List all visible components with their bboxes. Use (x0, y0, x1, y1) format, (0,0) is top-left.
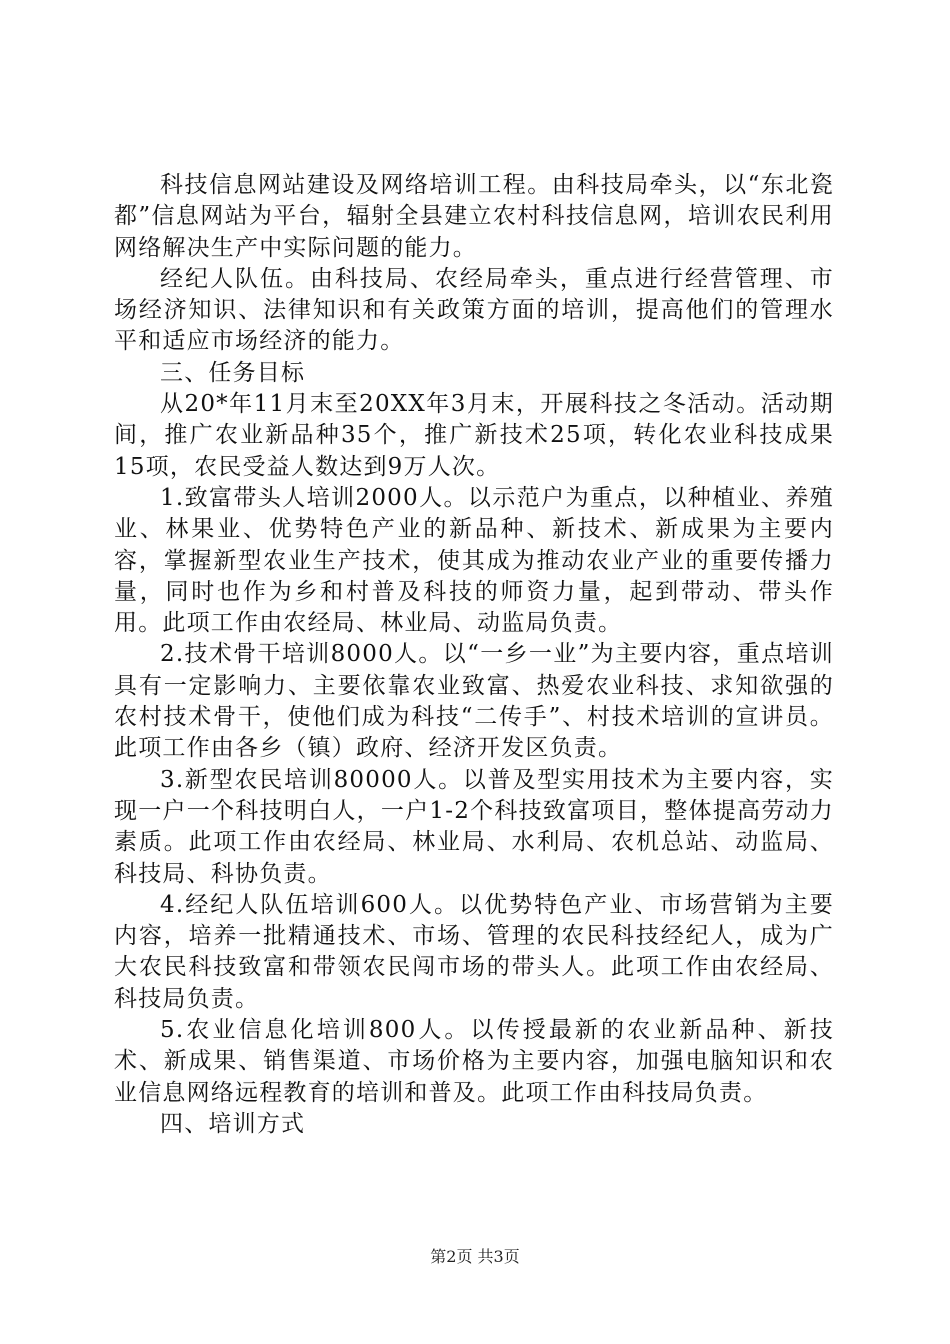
list-item-informatization-training: 5.农业信息化培训800人。以传授最新的农业新品种、新技术、新成果、销售渠道、市场价格为主要内容，加强电脑知识和农业信息网络远程教育的培训和普及。此项工作由科技局负责。 (114, 1017, 834, 1106)
list-item-technical-backbone-training: 2.技术骨干培训8000人。以“一乡一业”为主要内容，重点培训具有一定影响力、主要依靠农业致富、热爱农业科技、求知欲强的农村技术骨干，使他们成为科技“二传手”、村技术培训的宣讲员。此项工作由各乡（镇）政府、经济开发区负责。 (114, 641, 834, 762)
paragraph-website-project: 科技信息网站建设及网络培训工程。由科技局牵头，以“东北瓷都”信息网站为平台，辐射全县建立农村科技信息网，培训农民利用网络解决生产中实际问题的能力。 (114, 172, 834, 261)
list-item-leader-training: 1.致富带头人培训2000人。以示范户为重点，以种植业、养殖业、林果业、优势特色产业的新品种、新技术、新成果为主要内容，掌握新型农业生产技术，使其成为推动农业产业的重要传播力量，同时也作为乡和村普及科技的师资力量，起到带动、带头作用。此项工作由农经局、林业局、动监局负责。 (114, 484, 834, 637)
paragraph-activity-period: 从20*年11月末至20XX年3月末，开展科技之冬活动。活动期间，推广农业新品种35个，推广新技术25项，转化农业科技成果15项，农民受益人数达到9万人次。 (114, 391, 834, 480)
list-item-broker-training: 4.经纪人队伍培训600人。以优势特色产业、市场营销为主要内容，培养一批精通技术、市场、管理的农民科技经纪人，成为广大农民科技致富和带领农民闯市场的带头人。此项工作由农经局、科技局负责。 (114, 891, 834, 1012)
list-item-new-farmer-training: 3.新型农民培训80000人。以普及型实用技术为主要内容，实现一户一个科技明白人，一户1-2个科技致富项目，整体提高劳动力素质。此项工作由农经局、林业局、水利局、农机总站、动监局、科技局、科协负责。 (114, 766, 834, 887)
page-footer: 第2页 共3页 (430, 1247, 520, 1266)
section-heading-task-goals: 三、任务目标 (160, 359, 306, 386)
document-body (114, 170, 834, 1140)
section-heading-training-methods: 四、培训方式 (160, 1110, 306, 1137)
paragraph-broker-team: 经纪人队伍。由科技局、农经局牵头，重点进行经营管理、市场经济知识、法律知识和有关政策方面的培训，提高他们的管理水平和适应市场经济的能力。 (114, 265, 834, 355)
